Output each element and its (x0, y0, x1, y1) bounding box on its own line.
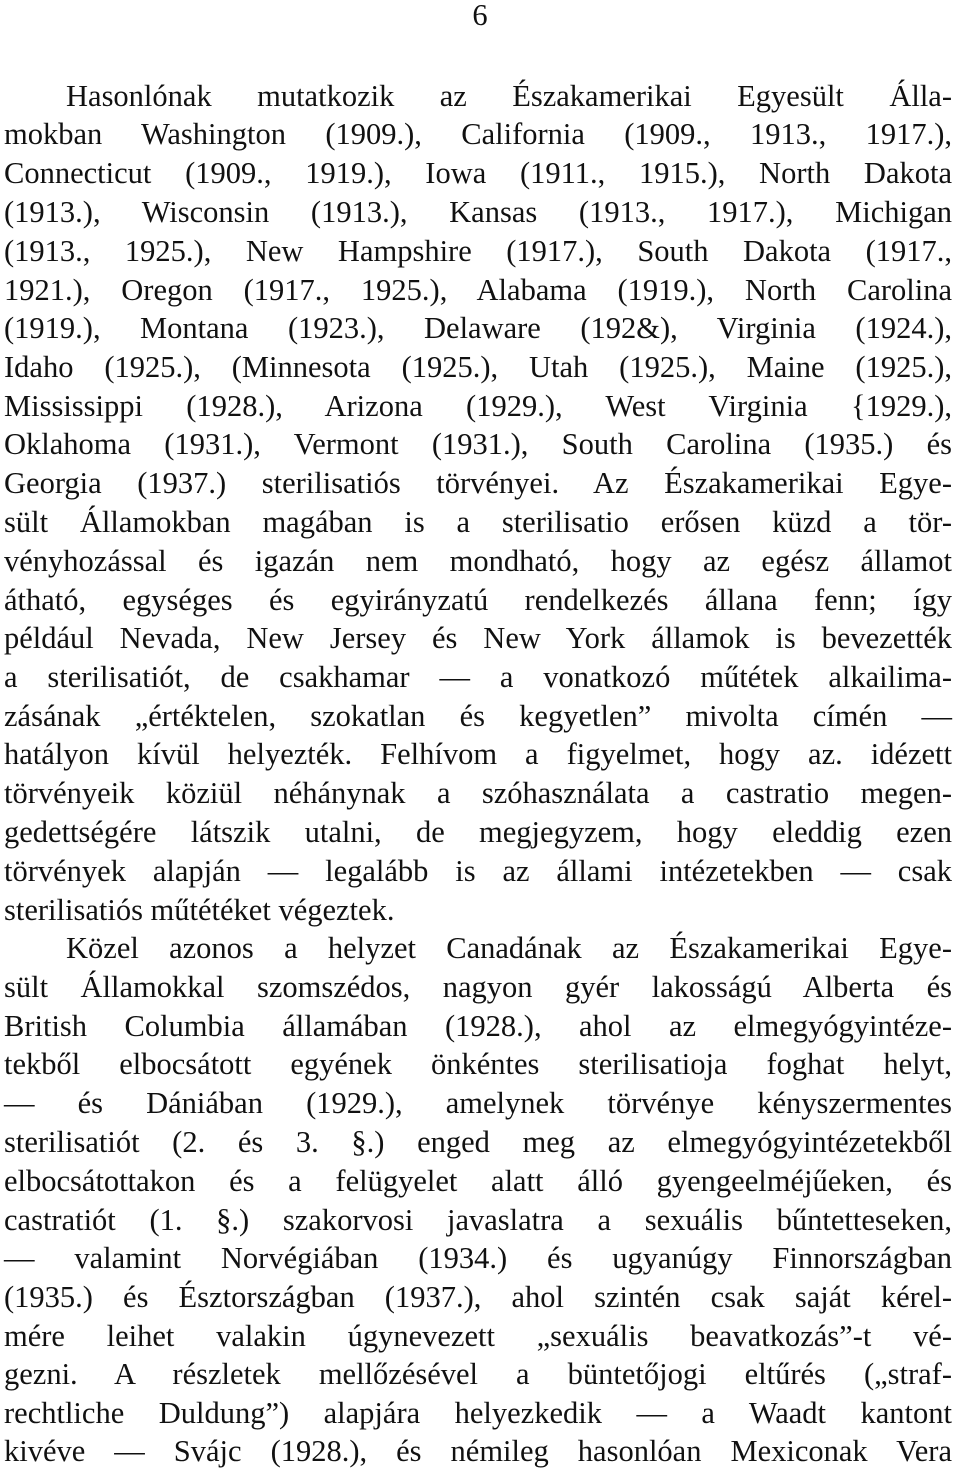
page-number: 6 (472, 0, 488, 32)
text-line: például Nevada, New Jersey és New York államok is bevezették (4, 621, 952, 655)
text-line: Georgia (1937.) sterilisatiós törvényei. Az Északamerikai Egye- (4, 466, 952, 500)
text-line: (1935.) és Észtországban (1937.), ahol szintén csak saját kérel- (4, 1280, 952, 1314)
text-line: — és Dániában (1929.), amelynek törvénye kényszermentes (4, 1086, 952, 1120)
text-line: (1913., 1925.), New Hampshire (1917.), South Dakota (1917., (4, 234, 952, 268)
text-line: sterilisatiós műtétéket végeztek. (4, 893, 395, 927)
text-line: a sterilisatiót, de csakhamar — a vonatkozó műtétek alkailima- (4, 660, 952, 694)
text-line: sült Államokban magában is a sterilisatio erősen küzd a tör- (4, 505, 952, 539)
text-line: vényhozással és igazán nem mondható, hogy az egész államot (4, 544, 952, 578)
text-line: hatályon kívül helyezték. Felhívom a figyelmet, hogy az. idézett (4, 737, 952, 771)
text-line: sült Államokkal szomszédos, nagyon gyér lakosságú Alberta és (4, 970, 952, 1004)
text-line: sterilisatiót (2. és 3. §.) enged meg az elmegyógyintézetekből (4, 1125, 952, 1159)
text-line: Connecticut (1909., 1919.), Iowa (1911., 1915.), North Dakota (4, 156, 952, 190)
text-line: gezni. A részletek mellőzésével a büntetőjogi eltűrés („straf- (4, 1357, 952, 1391)
text-line: kivéve — Svájc (1928.), és némileg hasonlóan Mexiconak Vera (4, 1434, 952, 1468)
text-line: mére leihet valakin úgynevezett „sexuális beavatkozás”-t vé- (4, 1319, 952, 1353)
text-line: (1919.), Montana (1923.), Delaware (192&), Virginia (1924.), (4, 311, 952, 345)
text-line: tekből elbocsátott egyének önkéntes sterilisatioja foghat helyt, (4, 1047, 952, 1081)
text-line: Mississippi (1928.), Arizona (1929.), West Virginia {1929.), (4, 389, 952, 423)
text-line: Oklahoma (1931.), Vermont (1931.), South Carolina (1935.) és (4, 427, 952, 461)
text-line: átható, egységes és egyirányzatú rendelkezés állana fenn; így (4, 583, 952, 617)
text-line: Idaho (1925.), (Minnesota (1925.), Utah (1925.), Maine (1925.), (4, 350, 952, 384)
text-line: törvényeik köziül néhánynak a szóhasználata a castratio megen- (4, 776, 952, 810)
text-line: Közel azonos a helyzet Canadának az Északamerikai Egye- (66, 931, 952, 965)
text-line: elbocsátottakon és a felügyelet alatt álló gyengeelméjűeken, és (4, 1164, 952, 1198)
text-line: British Columbia államában (1928.), ahol az elmegyógyintéze- (4, 1009, 952, 1043)
text-line: törvények alapján — legalább is az állami intézetekben — csak (4, 854, 952, 888)
text-line: castratiót (1. §.) szakorvosi javaslatra a sexuális bűntetteseken, (4, 1203, 952, 1237)
text-line: 1921.), Oregon (1917., 1925.), Alabama (1919.), North Carolina (4, 273, 952, 307)
text-line: — valamint Norvégiában (1934.) és ugyanúgy Finnországban (4, 1241, 952, 1275)
text-line: Hasonlónak mutatkozik az Északamerikai Egyesült Álla- (66, 79, 952, 113)
text-line: (1913.), Wisconsin (1913.), Kansas (1913., 1917.), Michigan (4, 195, 952, 229)
text-line: gedettségére látszik utalni, de megjegyzem, hogy eleddig ezen (4, 815, 952, 849)
text-line: rechtliche Duldung”) alapjára helyezkedik — a Waadt kantont (4, 1396, 952, 1430)
text-line: mokban Washington (1909.), California (1909., 1913., 1917.), (4, 117, 952, 151)
text-line: zásának „értéktelen, szokatlan és kegyetlen” mivolta címén — (4, 699, 952, 733)
